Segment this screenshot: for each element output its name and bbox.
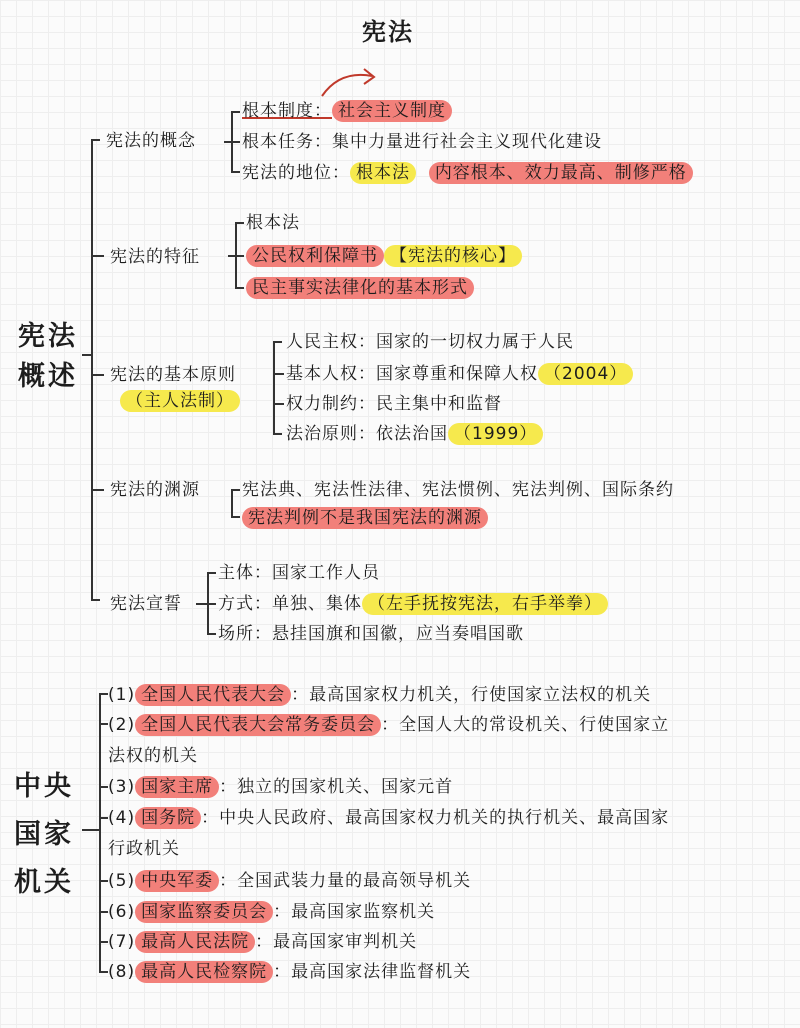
principle-row [286, 331, 574, 353]
organ-desc: ：最高国家权力机关，行使国家立法权的机关 [291, 685, 652, 705]
principle-row [286, 423, 543, 445]
section2-label-line2: 国家 [14, 819, 74, 850]
organ-name: 最高人民法院 [135, 931, 255, 953]
feature-item: 根本法 [246, 213, 300, 233]
oath-note: （左手抚按宪法，右手举拳） [362, 593, 608, 615]
principle-key: 基本人权： [286, 364, 376, 384]
oath-row [218, 623, 524, 645]
section2-label-line1: 中央 [14, 771, 74, 802]
concept-value: 根本法 [350, 162, 416, 184]
concept-value: 内容根本、效力最高、制修严格 [429, 162, 693, 184]
organ-item [108, 901, 435, 923]
organ-item-continued: 行政机关 [108, 839, 180, 859]
oath-key: 场所： [218, 624, 272, 644]
sources-label: 宪法的渊源 [110, 480, 200, 500]
organ-name: 全国人民代表大会常务委员会 [135, 714, 381, 736]
organ-name: 国务院 [135, 807, 201, 829]
principle-value: 依法治国 [376, 424, 448, 444]
organ-desc: ：全国武装力量的最高领导机关 [219, 871, 472, 891]
feature-text: 民主事实法律化的基本形式 [246, 277, 474, 299]
organ-num: (8) [108, 962, 136, 982]
organ-name: 国家监察委员会 [135, 901, 273, 923]
concept-key: 根本任务： [242, 132, 332, 152]
organ-name: 全国人民代表大会 [135, 684, 291, 706]
concept-label: 宪法的概念 [106, 131, 196, 151]
organ-name: 国家主席 [135, 776, 219, 798]
organ-num: (1) [108, 685, 136, 705]
principle-note: （1999） [448, 423, 543, 445]
principle-key: 法治原则： [286, 424, 376, 444]
arrow-curve [322, 75, 372, 96]
concept-key: 宪法的地位： [242, 163, 350, 183]
organ-item [108, 684, 651, 706]
concept-row-2 [242, 131, 602, 153]
concept-row-1 [242, 100, 452, 122]
principle-note: （2004） [538, 363, 633, 385]
concept-key: 根本制度： [242, 101, 332, 121]
principle-value: 民主集中和监督 [376, 394, 502, 414]
organ-num: (4) [108, 808, 136, 828]
feature-item [246, 245, 522, 267]
oath-row [218, 593, 608, 615]
organ-desc: ：最高国家审判机关 [255, 932, 418, 952]
principle-key: 人民主权： [286, 332, 376, 352]
section1-label-line1: 宪法 [18, 321, 78, 352]
oath-value: 单独、集体 [272, 594, 362, 614]
organ-num: (3) [108, 777, 136, 797]
organ-name: 最高人民检察院 [135, 961, 273, 983]
page-title: 宪法 [362, 18, 414, 46]
organ-desc: ：最高国家监察机关 [273, 902, 436, 922]
principles-sublabel: （主人法制） [120, 390, 240, 412]
organ-name: 中央军委 [135, 870, 219, 892]
organ-num: (5) [108, 871, 136, 891]
feature-item [246, 277, 474, 299]
feature-note: 【宪法的核心】 [384, 245, 522, 267]
section1-label-line2: 概述 [18, 361, 78, 392]
source-item [242, 507, 488, 529]
organ-item [108, 776, 453, 798]
oath-key: 主体： [218, 563, 272, 583]
source-item: 宪法典、宪法性法律、宪法惯例、宪法判例、国际条约 [242, 480, 674, 500]
organ-num: (7) [108, 932, 136, 952]
section2-label-line3: 机关 [14, 867, 74, 898]
principle-row [286, 393, 502, 415]
concept-value: 社会主义制度 [332, 100, 452, 122]
feature-text: 公民权利保障书 [246, 245, 384, 267]
concept-row-3 [242, 162, 693, 184]
organ-desc: ：最高国家法律监督机关 [273, 962, 472, 982]
principle-value: 国家的一切权力属于人民 [376, 332, 574, 352]
organ-desc: ：全国人大的常设机关、行使国家立 [381, 715, 670, 735]
organ-item [108, 931, 417, 953]
organ-item [108, 870, 471, 892]
principle-row [286, 363, 633, 385]
oath-label: 宪法宣誓 [110, 594, 182, 614]
oath-key: 方式： [218, 594, 272, 614]
source-text: 宪法判例不是我国宪法的渊源 [242, 507, 488, 529]
organ-num: (6) [108, 902, 136, 922]
principle-key: 权力制约： [286, 394, 376, 414]
organ-item [108, 714, 669, 736]
organ-desc: ：中央人民政府、最高国家权力机关的执行机关、最高国家 [201, 808, 670, 828]
principle-value: 国家尊重和保障人权 [376, 364, 538, 384]
organ-num: (2) [108, 715, 136, 735]
features-label: 宪法的特征 [110, 247, 200, 267]
oath-row [218, 562, 380, 584]
organ-item-continued: 法权的机关 [108, 746, 198, 766]
oath-value: 国家工作人员 [272, 563, 380, 583]
organ-desc: ：独立的国家机关、国家元首 [219, 777, 454, 797]
organ-item [108, 961, 471, 983]
oath-value: 悬挂国旗和国徽，应当奏唱国歌 [272, 624, 524, 644]
organ-item [108, 807, 669, 829]
principles-sublabel-wrap [120, 390, 240, 412]
concept-value: 集中力量进行社会主义现代化建设 [332, 132, 602, 152]
principles-label: 宪法的基本原则 [110, 365, 236, 385]
